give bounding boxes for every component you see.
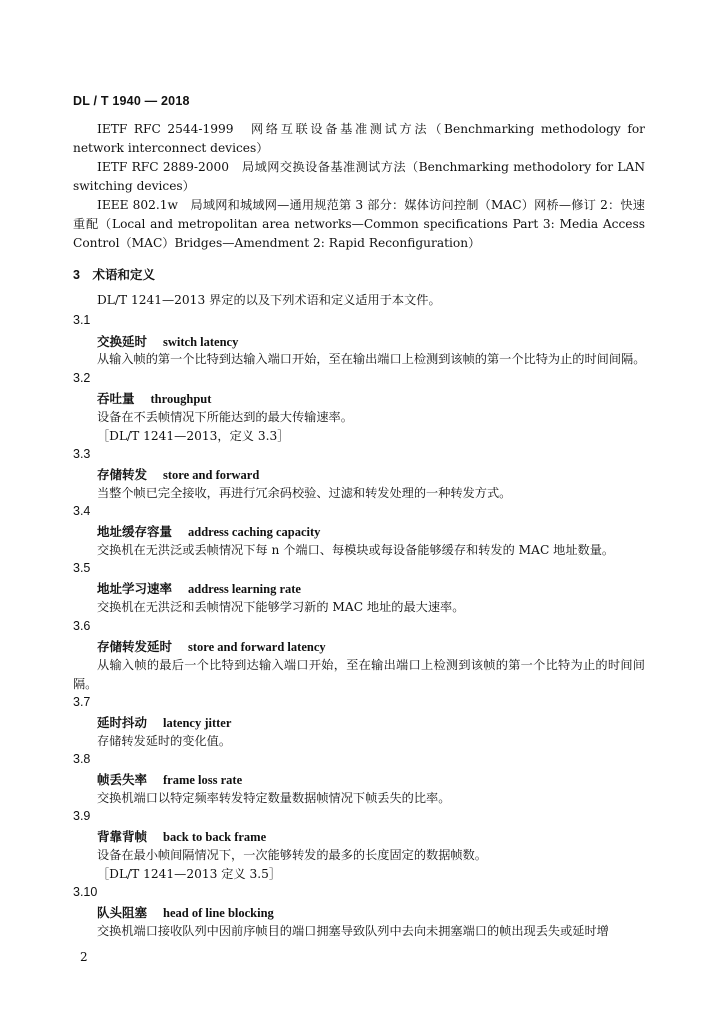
reference-ieee8021w: IEEE 802.1w 局域网和城域网—通用规范第 3 部分：媒体访问控制（MAC）网桥—修订 2：快速重配（Local and metropolitan area networks—Common specifications Part 3: Media Access Control（MAC）Bridges—Amendment 2: Rapid Reconfiguration） [73, 198, 645, 250]
term-zh: 地址学习速率 [97, 581, 173, 596]
term-en: back to back frame [163, 830, 267, 844]
term-title [97, 637, 326, 655]
term-title [97, 827, 266, 845]
term-title [97, 522, 320, 540]
term-number: 3.4 [73, 504, 91, 518]
term-en: latency jitter [163, 716, 232, 730]
term-definition: 交换机端口接收队列中因前序帧目的端口拥塞导致队列中去向未拥塞端口的帧出现丢失或延时增 [97, 924, 609, 938]
term-definition: 交换机端口以特定频率转发特定数量数据帧情况下帧丢失的比率。 [97, 791, 451, 805]
term-zh: 存储转发延时 [97, 639, 173, 654]
term-title [97, 713, 231, 731]
term-en: switch latency [163, 335, 239, 349]
term-number: 3.5 [73, 561, 91, 575]
term-en: address learning rate [188, 582, 301, 596]
term-definition: 从输入帧的最后一个比特到达输入端口开始，至在输出端口上检测到该帧的第一个比特为止的时间间隔。 [73, 658, 645, 691]
term-number: 3.1 [73, 313, 91, 327]
reference-rfc2889: IETF RFC 2889-2000 局域网交换设备基准测试方法（Benchmarking methodolory for LAN switching devices） [73, 160, 645, 193]
term-definition: 从输入帧的第一个比特到达输入端口开始，至在输出端口上检测到该帧的第一个比特为止的时间间隔。 [97, 352, 646, 366]
reference-rfc2544: IETF RFC 2544-1999 网络互联设备基准测试方法（Benchmarking methodology for network interconnect devices） [73, 122, 645, 155]
term-zh: 队头阻塞 [97, 905, 148, 920]
term-title [97, 770, 242, 788]
term-en: address caching capacity [188, 525, 321, 539]
term-title [97, 903, 274, 921]
term-en: head of line blocking [163, 906, 274, 920]
section-intro: DL/T 1241—2013 界定的以及下列术语和定义适用于本文件。 [97, 293, 441, 307]
term-definition: 交换机在无洪泛和丢帧情况下能够学习新的 MAC 地址的最大速率。 [97, 600, 465, 614]
term-title [97, 579, 301, 597]
term-en: store and forward latency [188, 640, 326, 654]
term-number: 3.7 [73, 695, 91, 709]
term-zh: 交换延时 [97, 334, 148, 349]
term-definition: 设备在最小帧间隔情况下，一次能够转发的最多的长度固定的数据帧数。 [97, 848, 487, 862]
term-zh: 延时抖动 [97, 715, 148, 730]
term-zh: 存储转发 [97, 467, 148, 482]
term-number: 3.8 [73, 752, 91, 766]
term-en: store and forward [163, 468, 260, 482]
page-number: 2 [80, 950, 88, 964]
term-number: 3.10 [73, 885, 98, 899]
term-number: 3.6 [73, 619, 91, 633]
term-definition: 交换机在无洪泛或丢帧情况下每 n 个端口、每模块或每设备能够缓存和转发的 MAC 地址数量。 [97, 543, 615, 557]
term-zh: 吞吐量 [97, 391, 135, 406]
term-definition: 当整个帧已完全接收，再进行冗余码校验、过滤和转发处理的一种转发方式。 [97, 486, 512, 500]
term-number: 3.9 [73, 809, 91, 823]
term-zh: 帧丢失率 [97, 772, 148, 787]
term-title [97, 332, 238, 350]
section-title: 3 术语和定义 [73, 268, 155, 282]
standard-header: DL / T 1940 — 2018 [73, 94, 190, 108]
term-title [97, 465, 259, 483]
term-number: 3.2 [73, 371, 91, 385]
term-definition: 存储转发延时的变化值。 [97, 734, 232, 748]
term-zh: 地址缓存容量 [97, 524, 173, 539]
term-source: ［DL/T 1241—2013，定义 3.3］ [97, 429, 290, 443]
term-number: 3.3 [73, 447, 91, 461]
term-source: ［DL/T 1241—2013 定义 3.5］ [97, 867, 282, 881]
term-definition: 设备在不丢帧情况下所能达到的最大传输速率。 [97, 410, 353, 424]
term-title [97, 389, 211, 407]
term-en: throughput [150, 392, 212, 406]
term-zh: 背靠背帧 [97, 829, 148, 844]
term-en: frame loss rate [163, 773, 243, 787]
